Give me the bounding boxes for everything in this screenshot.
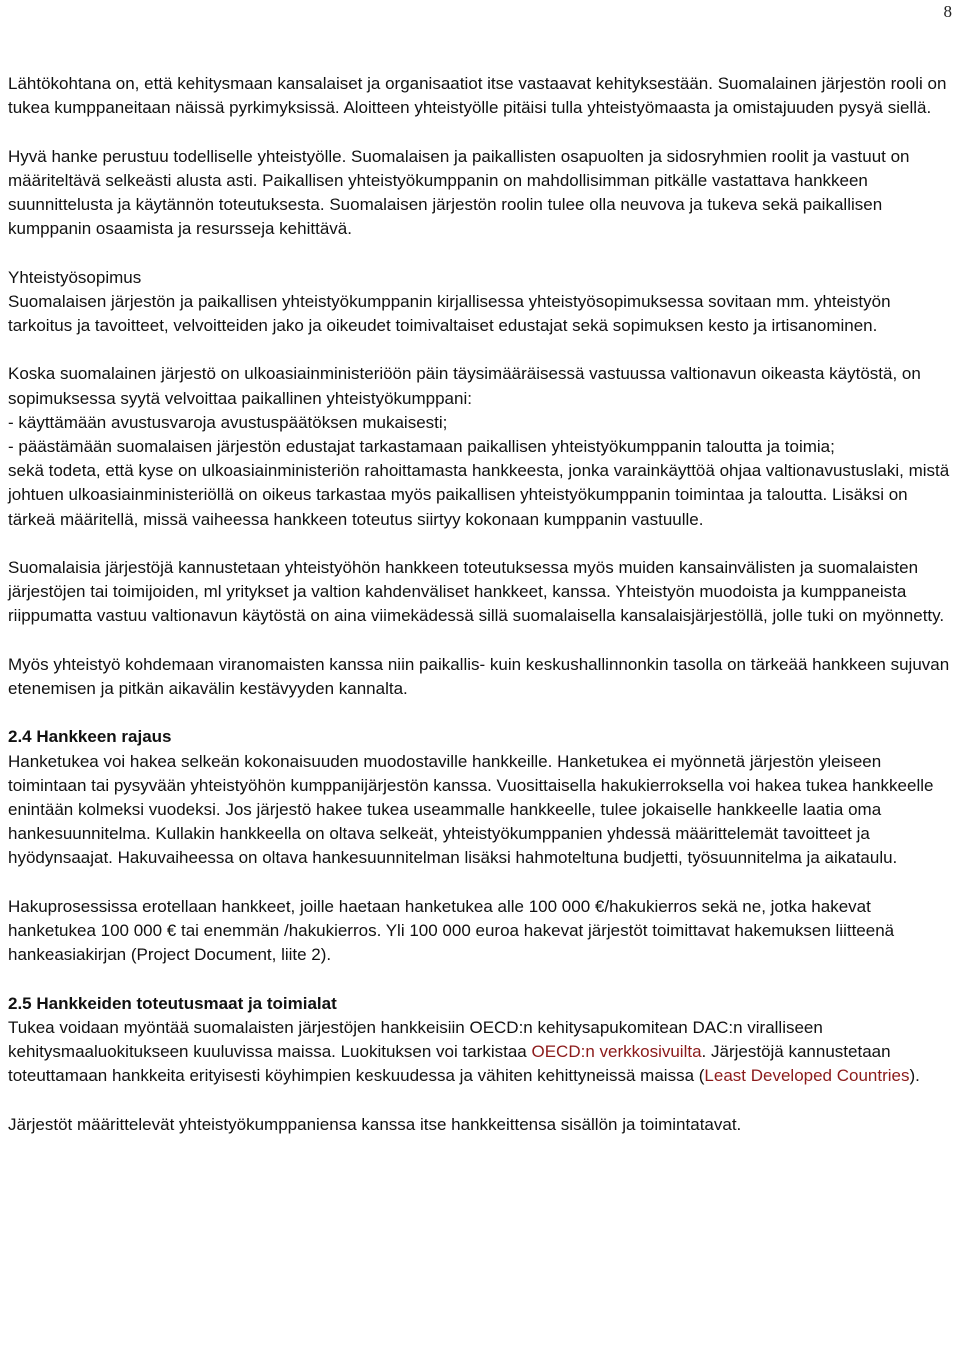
section-2-5-text-2: . Järjestöjä kannustetaan toteuttamaan hankkeita erityisesti köyhimpien keskuudessa ja vähiten kehittyneissä maissa ( — [8, 1042, 891, 1086]
section-2-5-text-1: Tukea voidaan myöntää suomalaisten järjestöjen hankkeisiin OECD:n kehitysapukomitean DAC:n viralliseen kehitysmaaluokitukseen kuuluvissa maissa. Luokituksen voi tarkistaa — [8, 1017, 823, 1061]
section-2-4-body: Hanketukea voi hakea selkeän kokonaisuuden muodostaville hankkeille. Hanketukea ei myönnetä järjestön yleiseen toimintaan tai pysyvään yhteistyöhön kumppanijärjestön kanssa. Vuosittaisella hakukierroksella voi hakea tukea hankkeelle enintään kolmeksi vuodeksi. Jos järjestö hakee tukea useammalle hankkeelle, tulee jokaiselle hankkeelle laatia oma hankesuunnitelma. Kullakin hankkeella on oltava selkeät, yhteistyökumppanien yhdessä määrittelemät tavoitteet ja hyödynsaajat. Hakuvaiheessa on oltava hankesuunnitelman lisäksi hahmoteltuna budjetti, työsuunnitelma ja aikataulu. — [8, 751, 934, 868]
section-2-5-text-3: ). — [909, 1066, 920, 1086]
paragraph-cooperation: Hyvä hanke perustuu todelliselle yhteistyölle. Suomalaisen ja paikallisten osapuolten ja sidosryhmien roolit ja vastuut on määriteltävä selkeästi alusta asti. Paikallisen yhteistyökumppanin on mahdollisimman pitkälle vastattava hankkeen suunnittelusta ja käytännön toteutuksesta. Suomalaisen järjestön roolin tulee olla neuvova ja tukeva sekä paikallisen kumppanin osaamista ja resursseja kehittävä. — [8, 146, 910, 239]
section-2-4-heading: 2.4 Hankkeen rajaus — [8, 727, 172, 747]
oecd-website-link[interactable]: OECD:n verkkosivuilta — [531, 1042, 702, 1061]
agreement-title: Yhteistyösopimus — [8, 267, 142, 287]
paragraph-ownership: Lähtökohtana on, että kehitysmaan kansalaiset ja organisaatiot itse vastaavat kehityksestään. Suomalainen järjestön rooli on tukea kumppaneitaan näissä pyrkimyksissä. Aloitteen yhteistyölle pitäisi tulla yhteistyömaasta ja omistajuuden pysyä siellä. — [8, 74, 947, 118]
document-body — [8, 72, 956, 1137]
section-2-5 — [8, 992, 956, 1089]
paragraph-obligations — [8, 362, 956, 531]
paragraph-authorities: Myös yhteistyö kohdemaan viranomaisten kanssa niin paikallis- kuin keskushallinnonkin tasolla on tärkeää hankkeen sujuvan etenemisen ja pitkän aikavälin kestävyyden kannalta. — [8, 654, 950, 698]
paragraph-partners: Suomalaisia järjestöjä kannustetaan yhteistyöhön hankkeen toteutuksessa myös muiden kansainvälisten ja suomalaisten järjestöjen tai toimijoiden, ml yritykset ja valtion kahdenväliset hankkeet, kanssa. Yhteistyön muodoista ja kumppaneista riippumatta vastuu valtionavun käytöstä on aina viimekädessä sillä suomalaisella kansalaisjärjestöllä, jolle tuki on myönnetty. — [8, 558, 945, 626]
section-2-5-heading: 2.5 Hankkeiden toteutusmaat ja toimialat — [8, 993, 337, 1013]
section-2-4 — [8, 725, 956, 870]
section-2-5-body-2: Järjestöt määrittelevät yhteistyökumppaniensa kanssa itse hankkeittensa sisällön ja toimintatavat. — [8, 1114, 742, 1134]
paragraph-agreement — [8, 266, 956, 339]
page-number: 8 — [943, 2, 952, 21]
section-2-4-body-2: Hakuprosessissa erotellaan hankkeet, joille haetaan hanketukea alle 100 000 €/hakukierros sekä ne, jotka hakevat hanketukea 100 000 € tai enemmän /hakukierros. Yli 100 000 euroa hakevat järjestöt toimittavat hakemuksen liitteenä hankeasiakirjan (Project Document, liite 2). — [8, 896, 895, 965]
ldc-link[interactable]: Least Developed Countries — [704, 1066, 910, 1086]
obligations-intro: Koska suomalainen järjestö on ulkoasiainministeriöön päin täysimääräisessä vastuussa valtionavun oikeasta käytöstä, on sopimuksessa syytä velvoittaa paikallinen yhteistyökumppani: — [8, 364, 921, 408]
agreement-body: Suomalaisen järjestön ja paikallisen yhteistyökumppanin kirjallisessa yhteistyösopimuksessa sovitaan mm. yhteistyön tarkoitus ja tavoitteet, velvoitteiden jako ja oikeudet toimivaltaiset edustajat sekä sopimuksen kesto ja irtisanominen. — [8, 291, 891, 335]
obligation-item-1: - käyttämään avustusvaroja avustuspäätöksen mukaisesti; — [8, 412, 448, 432]
obligation-item-2: - päästämään suomalaisen järjestön edustajat tarkastamaan paikallisen yhteistyökumppanin taloutta ja toimia; — [8, 437, 835, 456]
obligations-rest: sekä todeta, että kyse on ulkoasiainministeriön rahoittamasta hankkeesta, jonka varainkäyttöä ohjaa valtionavustuslaki, mistä johtuen ulkoasiainministeriöllä on oikeus tarkastaa myös paikallisen yhteistyökumppanin toimintaa ja taloutta. Lisäksi on tärkeä määritellä, missä vaiheessa hankkeen toteutus siirtyy kokonaan kumppanin vastuulle. — [8, 461, 950, 529]
